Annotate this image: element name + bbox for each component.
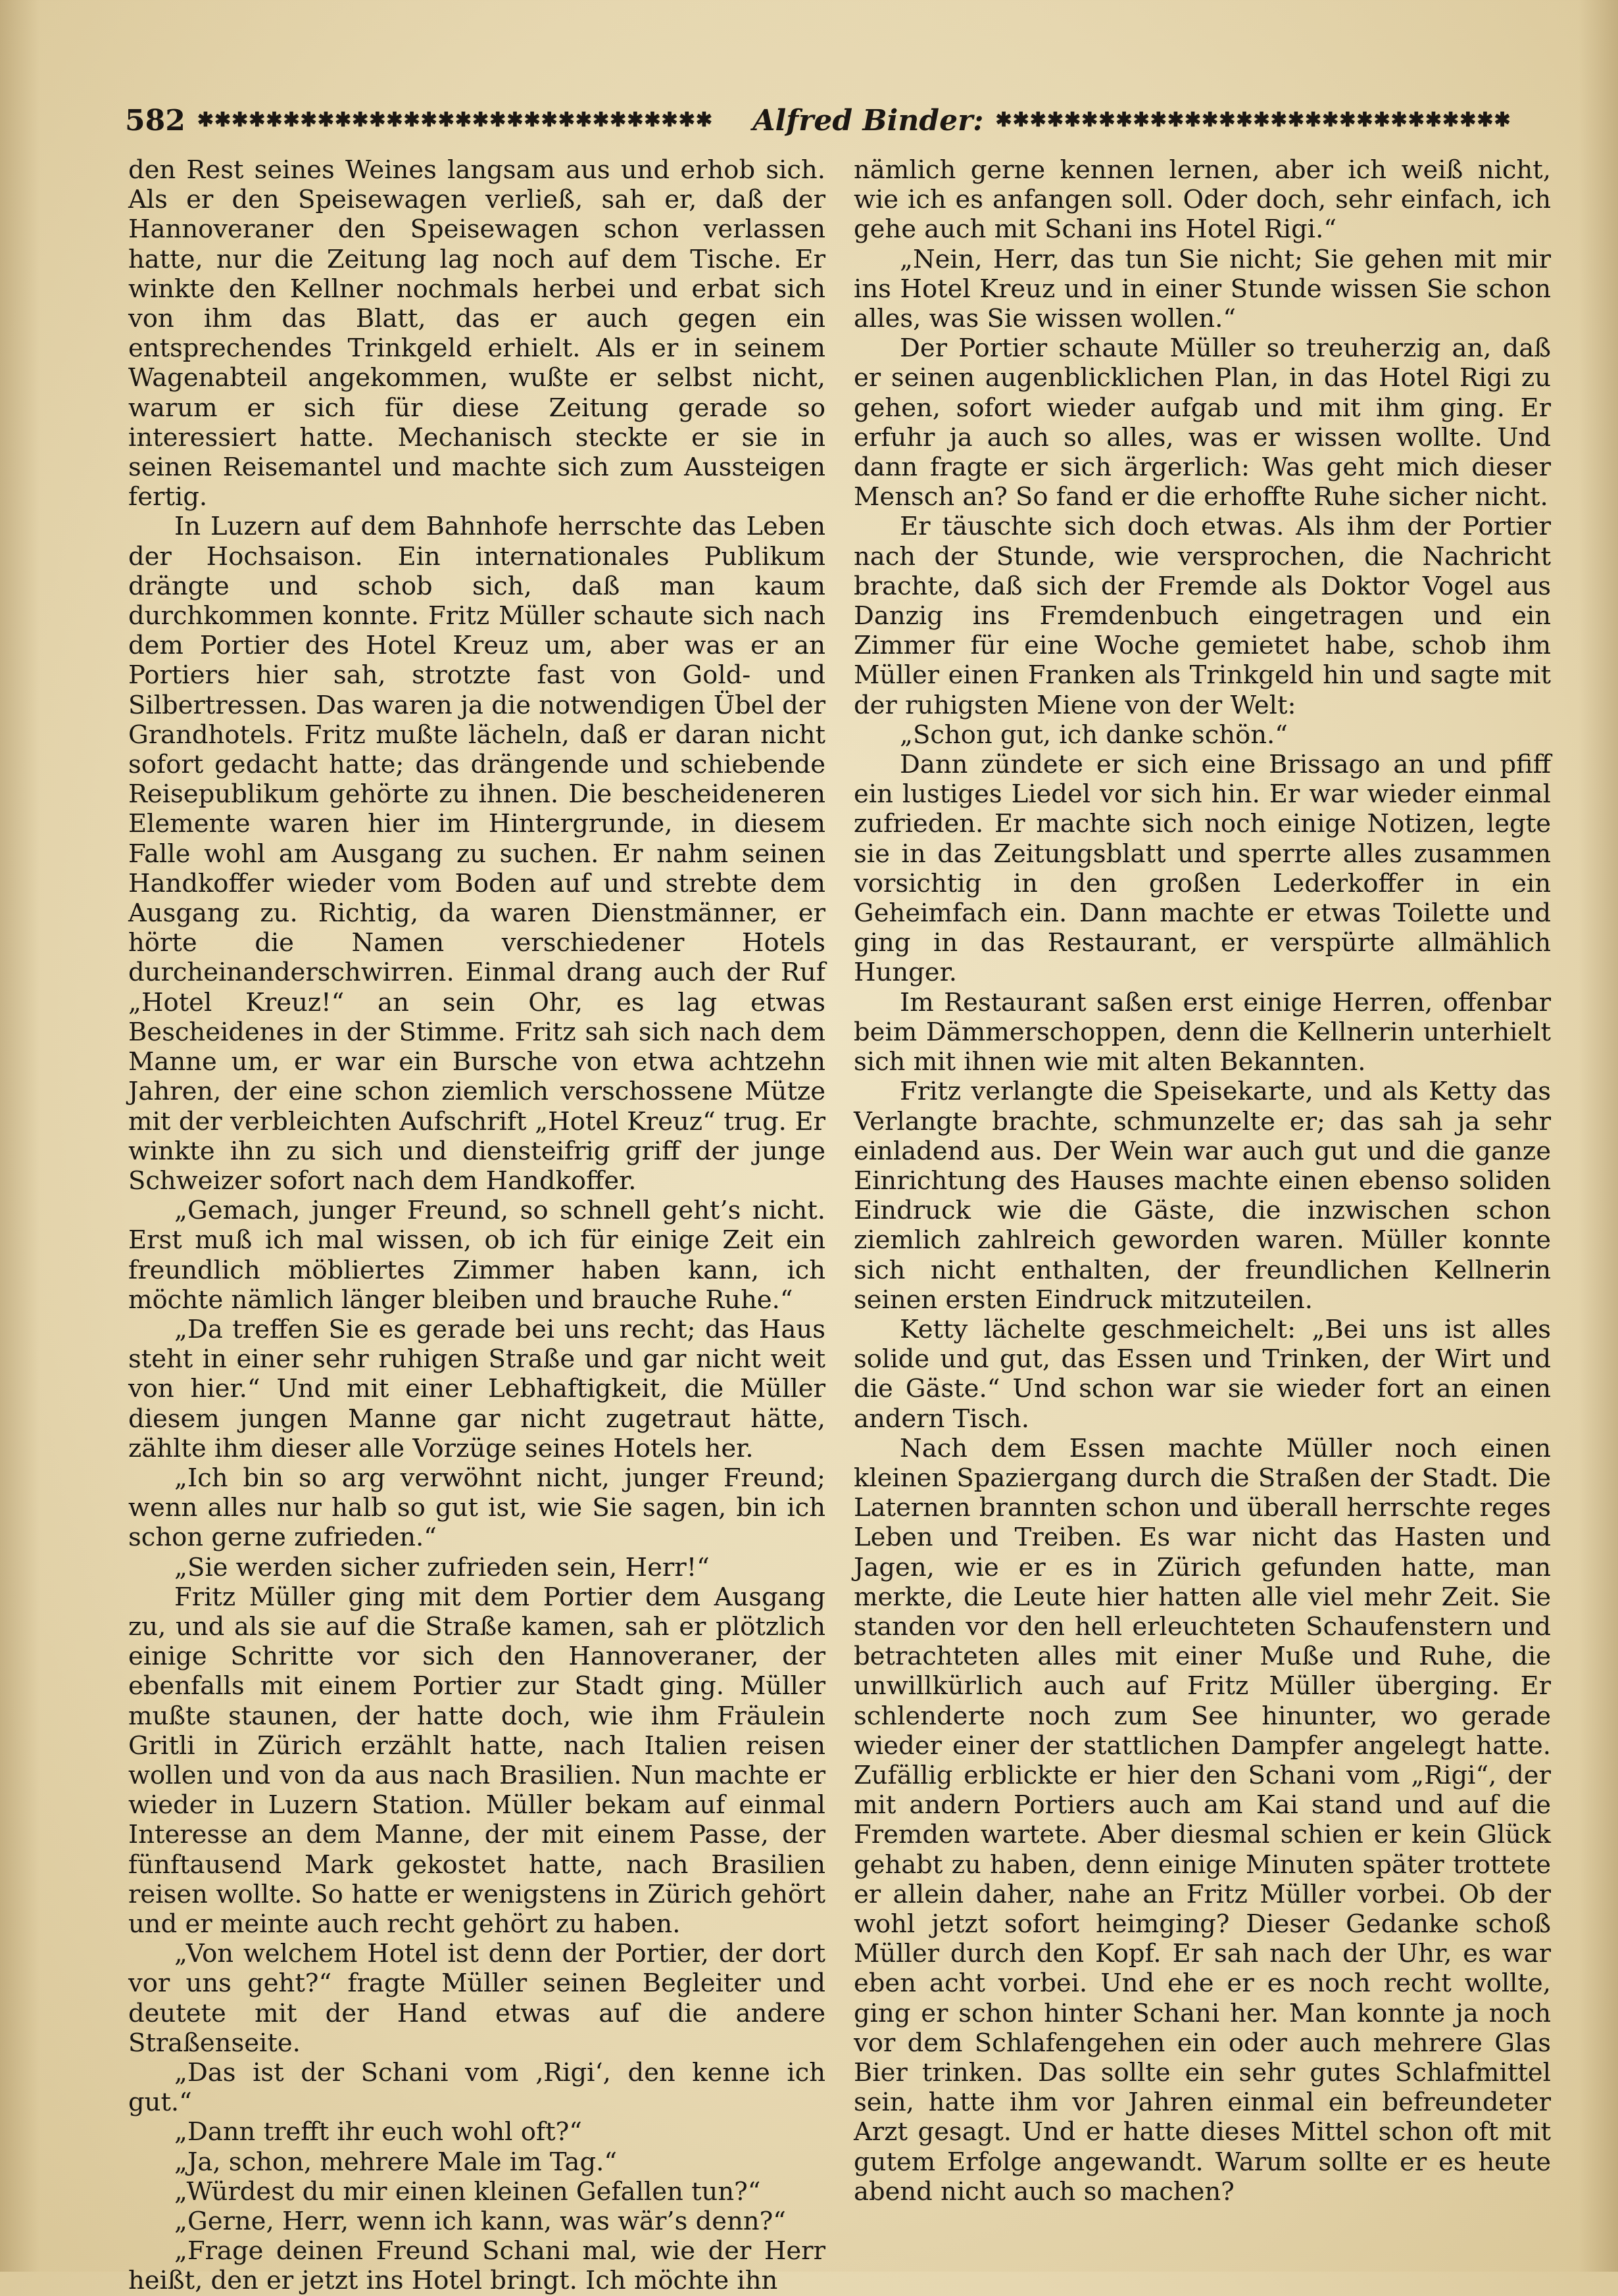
- paragraph: „Würdest du mir einen kleinen Gefallen tun?“: [174, 2176, 761, 2207]
- paragraph: „Frage deinen Freund Schani mal, wie der Herr heißt, den er jetzt ins Hotel bringt. Ich möchte ihn: [128, 2236, 825, 2296]
- paragraph: Nach dem Essen machte Müller noch einen kleinen Spaziergang durch die Straßen der Stadt. Die Laternen brannten schon und überall herrschte reges Leben und Treiben. Es war nicht das Hasten und Jagen, wie er es in Zürich gefunden hatte, man merkte, die Leute hier hatten alle viel mehr Zeit. Sie standen vor den hell erleuchteten Schaufenstern und betrachteten alles mit einer Muße und Ruhe, die unwillkürlich auch auf Fritz Müller überging. Er schlenderte noch zum See hinunter, wo gerade wieder einer der stattlichen Dampfer angelegt hatte. Zufällig erblickte er hier den Schani vom „Rigi“, der mit andern Portiers auch am Kai stand und auf die Fremden wartete. Aber diesmal schien er kein Glück gehabt zu haben, denn einige Minuten später trottete er allein daher, nahe an Fritz Müller vorbei. Ob der wohl jetzt sofort heimging? Dieser Gedanke schoß Müller durch den Kopf. Er sah nach der Uhr, es war eben acht vorbei. Und ehe er es noch recht wollte, ging er schon hinter Schani her. Man konnte ja noch vor dem Schlafengehen ein oder auch mehrere Glas Bier trinken. Das sollte ein sehr gutes Schlafmittel sein, hatte ihm vor Jahren einmal ein befreundeter Arzt gesagt. Und er hatte dieses Mittel schon oft mit gutem Erfolge angewandt. Warum sollte er es heute abend nicht auch so machen?: [854, 1433, 1551, 2207]
- paragraph: „Das ist der Schani vom ‚Rigi‘, den kenne ich gut.“: [128, 2058, 825, 2118]
- paragraph: „Schon gut, ich danke schön.“: [900, 720, 1288, 750]
- header-ornament-right: ✱✱✱✱✱✱✱✱✱✱✱✱✱✱✱✱✱✱✱✱✱✱✱✱✱✱✱✱✱✱: [995, 109, 1511, 132]
- paragraph: den Rest seines Weines langsam aus und erhob sich. Als er den Speisewagen verließ, sah er, daß der Hannoveraner den Speisewagen schon verlassen hatte, nur die Zeitung lag noch auf dem Tische. Er winkte den Kellner nochmals herbei und erbat sich von ihm das Blatt, das er auch gegen ein entsprechendes Trinkgeld erhielt. Als er in seinem Wagenabteil angekommen, wußte er selbst nicht, warum er sich für diese Zeitung gerade so interessiert hatte. Mechanisch steckte er sie in seinen Reisemantel und machte sich zum Aussteigen fertig.: [128, 155, 825, 512]
- page-edge-shadow-left: [0, 0, 39, 2272]
- paragraph: „Gemach, junger Freund, so schnell geht’s nicht. Erst muß ich mal wissen, ob ich für einige Zeit ein freundlich möbliertes Zimmer haben kann, ich möchte nämlich länger bleiben und brauche Ruhe.“: [128, 1196, 825, 1315]
- paragraph: „Ich bin so arg verwöhnt nicht, junger Freund; wenn alles nur halb so gut ist, wie Sie sagen, bin ich schon gerne zufrieden.“: [128, 1463, 825, 1553]
- paragraph: Er täuschte sich doch etwas. Als ihm der Portier nach der Stunde, wie versprochen, die Nachricht brachte, daß sich der Fremde als Doktor Vogel aus Danzig ins Fremdenbuch eingetragen und ein Zimmer für eine Woche gemietet habe, schob ihm Müller einen Franken als Trinkgeld hin und sagte mit der ruhigsten Miene von der Welt:: [854, 512, 1551, 720]
- page-number: 582: [125, 103, 185, 137]
- paragraph: Im Restaurant saßen erst einige Herren, offenbar beim Dämmerschoppen, denn die Kellnerin unterhielt sich mit ihnen wie mit alten Bekannten.: [854, 987, 1551, 1077]
- text-column-right: [854, 155, 1551, 2207]
- running-title: Alfred Binder:: [752, 103, 984, 137]
- paragraph: Dann zündete er sich eine Brissago an und pfiff ein lustiges Liedel vor sich hin. Er war wieder einmal zufrieden. Er machte sich noch einige Notizen, legte sie in das Zeitungsblatt und sperrte alles zusammen vorsichtig in den großen Lederkoffer in ein Geheimfach ein. Dann machte er etwas Toilette und ging in das Restaurant, er verspürte allmählich Hunger.: [854, 750, 1551, 988]
- paragraph: Fritz verlangte die Speisekarte, und als Ketty das Verlangte brachte, schmunzelte er; das sah ja sehr einladend aus. Der Wein war auch gut und die ganze Einrichtung des Hauses machte einen ebenso soliden Eindruck wie die Gäste, die inzwischen schon ziemlich zahlreich geworden waren. Müller konnte sich nicht enthalten, der freundlichen Kellnerin seinen ersten Eindruck mitzuteilen.: [854, 1077, 1551, 1315]
- paragraph: Fritz Müller ging mit dem Portier dem Ausgang zu, und als sie auf die Straße kamen, sah er plötzlich einige Schritte vor sich den Hannoveraner, der ebenfalls mit einem Portier zur Stadt ging. Müller mußte staunen, der hatte doch, wie ihm Fräulein Gritli in Zürich erzählt hatte, nach Italien reisen wollen und von da aus nach Brasilien. Nun machte er wieder in Luzern Station. Müller bekam auf einmal Interesse an dem Manne, der mit einem Passe, der fünftausend Mark gekostet hatte, nach Brasilien reisen wollte. So hatte er wenigstens in Zürich gehört und er meinte auch recht gehört zu haben.: [128, 1582, 825, 1939]
- paragraph: Der Portier schaute Müller so treuherzig an, daß er seinen augenblicklichen Plan, in das Hotel Rigi zu gehen, sofort wieder aufgab und mit ihm ging. Er erfuhr ja auch so alles, was er wissen wollte. Und dann fragte er sich ärgerlich: Was geht mich dieser Mensch an? So fand er die erhoffte Ruhe sicher nicht.: [854, 333, 1551, 512]
- paragraph: „Dann trefft ihr euch wohl oft?“: [174, 2117, 582, 2147]
- header-ornament-left: ✱✱✱✱✱✱✱✱✱✱✱✱✱✱✱✱✱✱✱✱✱✱✱✱✱✱✱✱✱✱: [197, 109, 713, 132]
- paragraph: In Luzern auf dem Bahnhofe herrschte das Leben der Hochsaison. Ein internationales Publikum drängte und schob sich, daß man kaum durchkommen konnte. Fritz Müller schaute sich nach dem Portier des Hotel Kreuz um, aber was er an Portiers hier sah, strotzte fast von Gold- und Silbertressen. Das waren ja die notwendigen Übel der Grandhotels. Fritz mußte lächeln, daß er daran nicht sofort gedacht hatte; das drängende und schiebende Reisepublikum gehörte zu ihnen. Die bescheideneren Elemente waren hier im Hintergrunde, in diesem Falle wohl am Ausgang zu suchen. Er nahm seinen Handkoffer wieder vom Boden auf und strebte dem Ausgang zu. Richtig, da waren Dienstmänner, er hörte die Namen verschiedener Hotels durcheinanderschwirren. Einmal drang auch der Ruf „Hotel Kreuz!“ an sein Ohr, es lag etwas Bescheidenes in der Stimme. Fritz sah sich nach dem Manne um, er war ein Bursche von etwa achtzehn Jahren, der eine schon ziemlich verschossene Mütze mit der verbleichten Aufschrift „Hotel Kreuz“ trug. Er winkte ihn zu sich und diensteifrig griff der junge Schweizer sofort nach dem Handkoffer.: [128, 512, 825, 1196]
- paragraph: Ketty lächelte geschmeichelt: „Bei uns ist alles solide und gut, das Essen und Trinken, der Wirt und die Gäste.“ Und schon war sie wieder fort an einen andern Tisch.: [854, 1314, 1551, 1434]
- paragraph: nämlich gerne kennen lernen, aber ich weiß nicht, wie ich es anfangen soll. Oder doch, sehr einfach, ich gehe auch mit Schani ins Hotel Rigi.“: [854, 155, 1551, 245]
- text-column-left: [128, 155, 825, 2296]
- paragraph: „Da treffen Sie es gerade bei uns recht; das Haus steht in einer sehr ruhigen Straße und gar nicht weit von hier.“ Und mit einer Lebhaftigkeit, die Müller diesem jungen Manne gar nicht zugetraut hätte, zählte ihm dieser alle Vorzüge seines Hotels her.: [128, 1314, 825, 1463]
- paragraph: „Ja, schon, mehrere Male im Tag.“: [174, 2147, 618, 2177]
- paragraph: „Sie werden sicher zufrieden sein, Herr!“: [174, 1552, 710, 1582]
- page-header: [125, 97, 1539, 143]
- paragraph: „Nein, Herr, das tun Sie nicht; Sie gehen mit mir ins Hotel Kreuz und in einer Stunde wissen Sie schon alles, was Sie wissen wollen.“: [854, 244, 1551, 334]
- paragraph: „Gerne, Herr, wenn ich kann, was wär’s denn?“: [174, 2207, 786, 2237]
- page-edge-shadow-right: [1579, 0, 1618, 2272]
- paragraph: „Von welchem Hotel ist denn der Portier, der dort vor uns geht?“ fragte Müller seinen Begleiter und deutete mit der Hand etwas auf die andere Straßenseite.: [128, 1939, 825, 2058]
